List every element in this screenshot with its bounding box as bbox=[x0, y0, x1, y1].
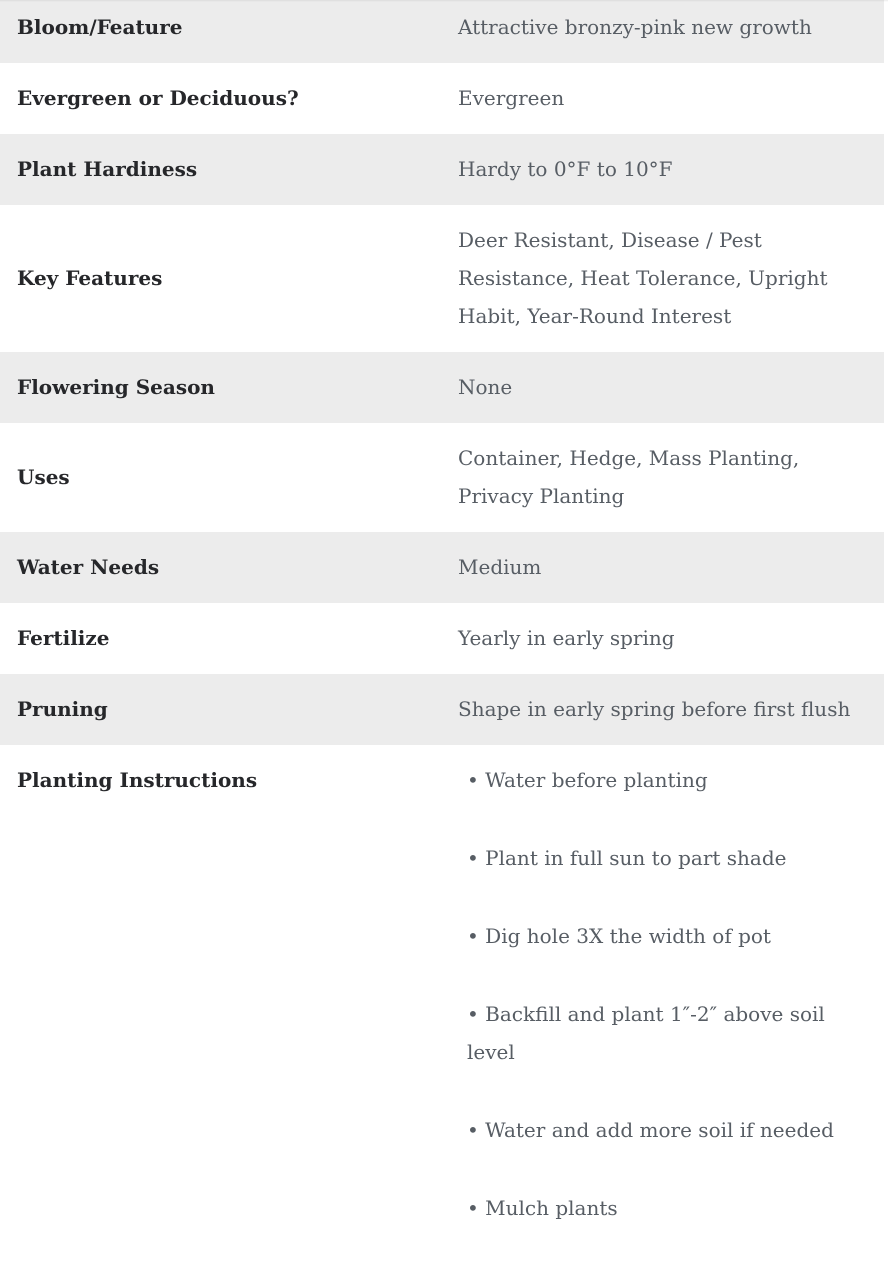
attribute-value: Attractive bronzy-pink new growth bbox=[458, 15, 812, 39]
table-row bbox=[0, 532, 884, 603]
attribute-label: Pruning bbox=[17, 697, 108, 721]
table-row bbox=[0, 423, 884, 532]
bullet-item: • Mulch plants bbox=[458, 1189, 870, 1227]
table-row bbox=[0, 134, 884, 205]
attribute-label: Evergreen or Deciduous? bbox=[17, 86, 299, 110]
attribute-label: Flowering Season bbox=[17, 375, 215, 399]
attribute-label: Fertilize bbox=[17, 626, 110, 650]
attribute-value: Hardy to 0°F to 10°F bbox=[458, 157, 673, 181]
attribute-label: Planting Instructions bbox=[17, 768, 258, 792]
attribute-label: Water Needs bbox=[17, 555, 160, 579]
table-row bbox=[0, 674, 884, 745]
attribute-label: Uses bbox=[17, 465, 70, 489]
attribute-value: Evergreen bbox=[458, 86, 565, 110]
attribute-label: Key Features bbox=[17, 266, 163, 290]
attribute-value: Medium bbox=[458, 555, 542, 579]
attribute-value: Deer Resistant, Disease / Pest Resistance, Heat Tolerance, Upright Habit, Year-Round Interest bbox=[458, 228, 828, 328]
bullet-item: • Dig hole 3X the width of pot bbox=[458, 917, 870, 955]
attribute-value bbox=[457, 745, 884, 1244]
table-row bbox=[0, 205, 884, 352]
bullet-item: • Water and add more soil if needed bbox=[458, 1111, 870, 1149]
table-row bbox=[0, 63, 884, 134]
attribute-label: Plant Hardiness bbox=[17, 157, 198, 181]
table-row bbox=[0, 745, 884, 1244]
attribute-label: Bloom/Feature bbox=[17, 15, 183, 39]
table-row bbox=[0, 0, 884, 63]
table-row bbox=[0, 603, 884, 674]
attribute-value: None bbox=[458, 375, 513, 399]
bullet-item: • Backfill and plant 1″-2″ above soil level bbox=[458, 995, 870, 1071]
attribute-value: Shape in early spring before first flush bbox=[458, 697, 851, 721]
bullet-item: • Water before planting bbox=[458, 761, 870, 799]
bullet-item: • Plant in full sun to part shade bbox=[458, 839, 870, 877]
attribute-value: Yearly in early spring bbox=[458, 626, 675, 650]
table-row bbox=[0, 352, 884, 423]
attribute-value: Container, Hedge, Mass Planting, Privacy Planting bbox=[458, 446, 800, 508]
